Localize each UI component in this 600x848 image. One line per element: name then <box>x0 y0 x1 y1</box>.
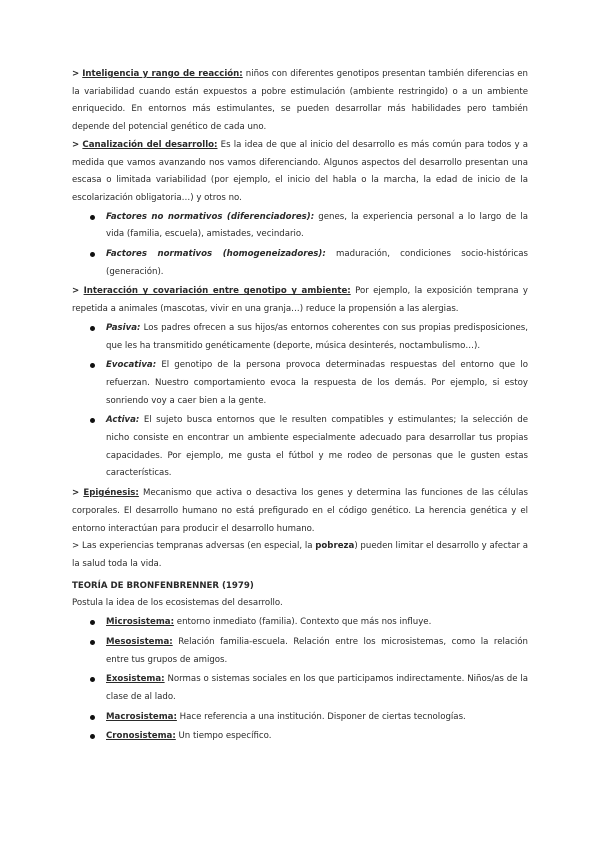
arrow-marker: > <box>72 286 80 297</box>
bullet-icon <box>90 734 95 739</box>
bold-poverty: pobreza <box>315 541 355 552</box>
bullet-icon <box>90 252 95 257</box>
bullet-icon <box>90 363 95 368</box>
list-text: Un tiempo específico. <box>175 731 272 742</box>
bullet-icon <box>90 418 95 423</box>
list-item <box>106 320 528 355</box>
list-term: Cronosistema: <box>106 731 176 742</box>
list-text: entorno inmediato (familia). Contexto que más nos influye. <box>174 617 432 628</box>
heading-interaction: Interacción y covariación entre genotipo y ambiente: <box>83 286 351 297</box>
bullet-icon <box>90 715 95 720</box>
list-text: El genotipo de la persona provoca determinadas respuestas del entorno que lo refuerzan. Nuestro comportamiento evoca la respuesta de los demás. Por ejemplo, si estoy sonriendo voy a caer bien a la gente. <box>106 360 528 406</box>
text-epigenesis: Mecanismo que activa o desactiva los genes y determina las funciones de las células corporales. El desarrollo humano no está prefigurado en el código genético. La herencia genética y el entorno interactúan para producir el desarrollo humano. <box>72 488 529 534</box>
heading-intelligence: Inteligencia y rango de reacción: <box>82 69 243 79</box>
list-term: Factores no normativos (diferenciadores): <box>106 211 315 222</box>
list-term: Pasiva: <box>106 322 141 333</box>
heading-canalization: Canalización del desarrollo: <box>82 139 218 150</box>
list-item <box>106 209 528 244</box>
text-intelligence: niños con diferentes genotipos presentan también diferencias en la variabilidad cuando están expuestos a pobre estimulación (ambiente restringido) o a un ambiente enriquecido. En entornos más estimulantes, se pueden desarrollar más habilidades pero también depende del potencial genético de cada uno. <box>72 69 528 133</box>
text-canalization: Es la idea de que al inicio del desarrollo es más común para todos y a medida que vamos avanzando nos vamos diferenciando. Algunos aspectos del desarrollo presentan una escasa o limitada variabilidad (por ejemplo, el inicio del habla o la marcha, la edad de inicio de la escolarización obligatoria…) y otros no. <box>72 139 529 203</box>
list-covariation <box>72 320 528 483</box>
text-adverse-1: > Las experiencias tempranas adversas (en especial, la <box>72 541 316 552</box>
bullet-icon <box>90 677 95 682</box>
list-text: Los padres ofrecen a sus hijos/as entornos coherentes con sus propias predisposiciones, que les ha transmitido genéticamente (deporte, música desinterés, noctambulismo…). <box>106 322 528 351</box>
list-text: Normas o sistemas sociales en los que participamos indirectamente. Niños/as de la clase de al lado. <box>106 674 528 702</box>
list-item <box>106 671 528 706</box>
list-term: Exosistema: <box>106 674 165 685</box>
list-term: Mesosistema: <box>106 636 173 647</box>
paragraph-adverse-experiences <box>72 538 528 573</box>
list-text: Hace referencia a una institución. Disponer de ciertas tecnologías. <box>176 711 466 722</box>
list-term: Microsistema: <box>106 617 175 628</box>
list-item <box>106 728 528 746</box>
list-item <box>106 709 528 727</box>
bullet-icon <box>90 326 95 331</box>
list-term: Macrosistema: <box>106 711 177 722</box>
list-term: Evocativa: <box>106 360 157 371</box>
list-factors <box>72 209 528 282</box>
paragraph-canalization <box>72 137 528 208</box>
list-term: Activa: <box>106 415 140 426</box>
list-text: genes, la experiencia personal a lo largo de la vida (familia, escuela), amistades, vecindario. <box>106 211 529 240</box>
arrow-marker: > <box>72 139 80 150</box>
section-intro: Postula la idea de los ecosistemas del desarrollo. <box>72 598 283 609</box>
list-item <box>106 614 528 632</box>
list-item <box>106 246 528 281</box>
bullet-icon <box>90 215 95 220</box>
heading-epigenesis: Epigénesis: <box>83 488 139 499</box>
list-text: El sujeto busca entornos que le resulten compatibles y estimulantes; la selección de nicho consiste en encontrar un ambiente especialmente adecuado para desarrollar tus propias capacidades. Por ejemplo, me gusta el fútbol y me rodeo de personas que le gusten estas características. <box>106 415 528 479</box>
section-title: TEORÍA DE BRONFENBRENNER (1979) <box>72 580 254 591</box>
paragraph-intelligence <box>72 66 528 137</box>
list-term: Factores normativos (homogeneizadores): <box>106 249 326 260</box>
arrow-marker: > <box>72 488 80 499</box>
text-adverse-2: ) pueden limitar el desarrollo y afectar a la salud toda la vida. <box>72 541 528 569</box>
list-item <box>106 412 528 483</box>
bullet-icon <box>90 620 95 625</box>
list-text: maduración, condiciones socio-históricas (generación). <box>106 249 528 277</box>
text-interaction: Por ejemplo, la exposición temprana y repetida a animales (mascotas, vivir en una granja…) reduce la propensión a las alergias. <box>72 286 528 315</box>
bullet-icon <box>90 640 95 645</box>
list-item <box>106 357 528 410</box>
list-item <box>106 634 528 669</box>
arrow-marker: > <box>72 69 80 79</box>
document-page <box>72 66 528 748</box>
list-text: Relación familia-escuela. Relación entre los microsistemas, como la relación entre tus grupos de amigos. <box>106 636 528 665</box>
paragraph-interaction <box>72 283 528 318</box>
paragraph-epigenesis <box>72 485 528 538</box>
list-ecosystems <box>72 614 528 746</box>
